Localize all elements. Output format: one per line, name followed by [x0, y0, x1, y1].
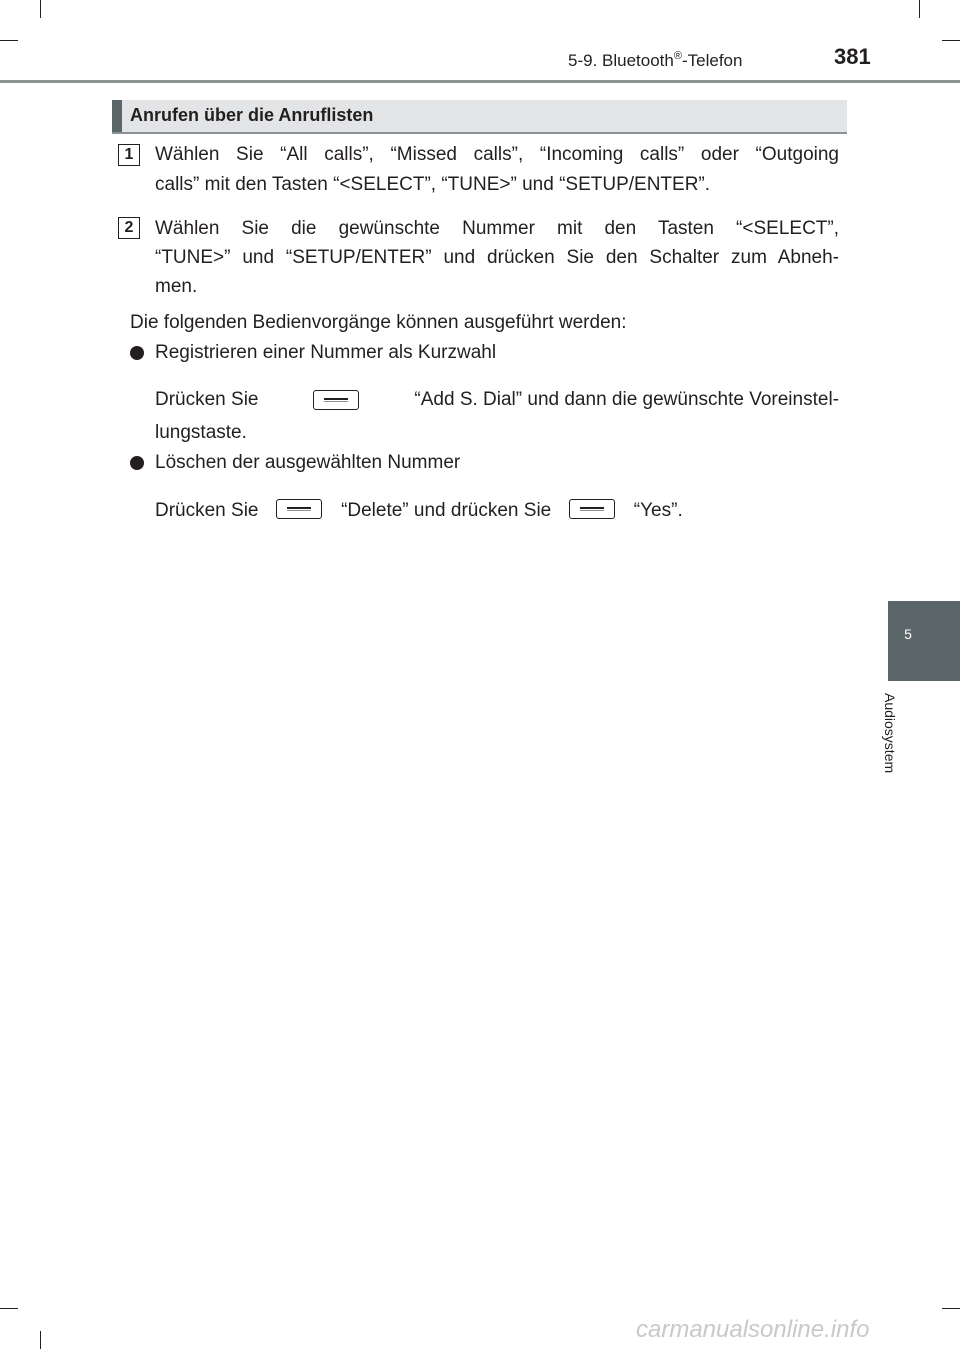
bullet-2-line-1 — [155, 496, 683, 526]
step-2-line-2: “TUNE>” und “SETUP/ENTER” und drücken Sie den Schalter zum Abneh- — [155, 247, 839, 268]
chapter-tab-label: Audiosystem — [882, 693, 898, 774]
watermark: carmanualsonline.info — [636, 1316, 870, 1343]
crop-mark — [942, 40, 960, 41]
crop-mark — [942, 1308, 960, 1309]
chapter-tab — [888, 601, 960, 681]
chapter-title: 5-9. Bluetooth®-Telefon — [568, 50, 743, 70]
menu-button-icon — [569, 499, 615, 519]
step-number-2: 2 — [118, 217, 140, 239]
section-heading-bar — [112, 100, 122, 132]
bullet-icon — [130, 346, 144, 360]
crop-mark — [40, 1331, 41, 1349]
bullet-2-title: Löschen der ausgewählten Nummer — [155, 452, 461, 473]
crop-mark — [40, 0, 41, 18]
bullet-1-line-1 — [155, 385, 839, 415]
bullet-1-line-2: lungstaste. — [155, 422, 247, 443]
crop-mark — [919, 0, 920, 18]
menu-button-icon — [313, 390, 359, 410]
bullet-1-text-a: Drücken Sie — [155, 389, 259, 410]
header-rule — [0, 80, 960, 83]
bullet-1-text-b: “Add S. Dial” und dann die gewünschte Voreinstel- — [414, 389, 839, 410]
crop-mark — [0, 1308, 18, 1309]
bullet-1-title: Registrieren einer Nummer als Kurzwahl — [155, 342, 497, 363]
section-title: Anrufen über die Anruflisten — [130, 105, 374, 125]
intro-text: Die folgenden Bedienvorgänge können ausgeführt werden: — [130, 312, 627, 333]
step-2-line-1: Wählen Sie die gewünschte Nummer mit den Tasten “<SELECT”, — [155, 218, 839, 239]
chapter-tab-number: 5 — [904, 626, 912, 642]
step-1-line-1: Wählen Sie “All calls”, “Missed calls”, “Incoming calls” oder “Outgoing — [155, 144, 839, 165]
section-heading — [112, 100, 847, 134]
step-1-line-2: calls” mit den Tasten “<SELECT”, “TUNE>” und “SETUP/ENTER”. — [155, 174, 711, 195]
bullet-2-text-a: Drücken Sie — [155, 500, 259, 521]
step-2-line-3: men. — [155, 276, 198, 297]
step-number-1: 1 — [118, 144, 140, 166]
page-number: 381 — [834, 44, 871, 69]
crop-mark — [0, 40, 18, 41]
bullet-2-text-b: “Delete” und drücken Sie — [341, 500, 552, 521]
bullet-2-text-c: “Yes”. — [633, 500, 683, 521]
bullet-icon — [130, 456, 144, 470]
menu-button-icon — [276, 499, 322, 519]
